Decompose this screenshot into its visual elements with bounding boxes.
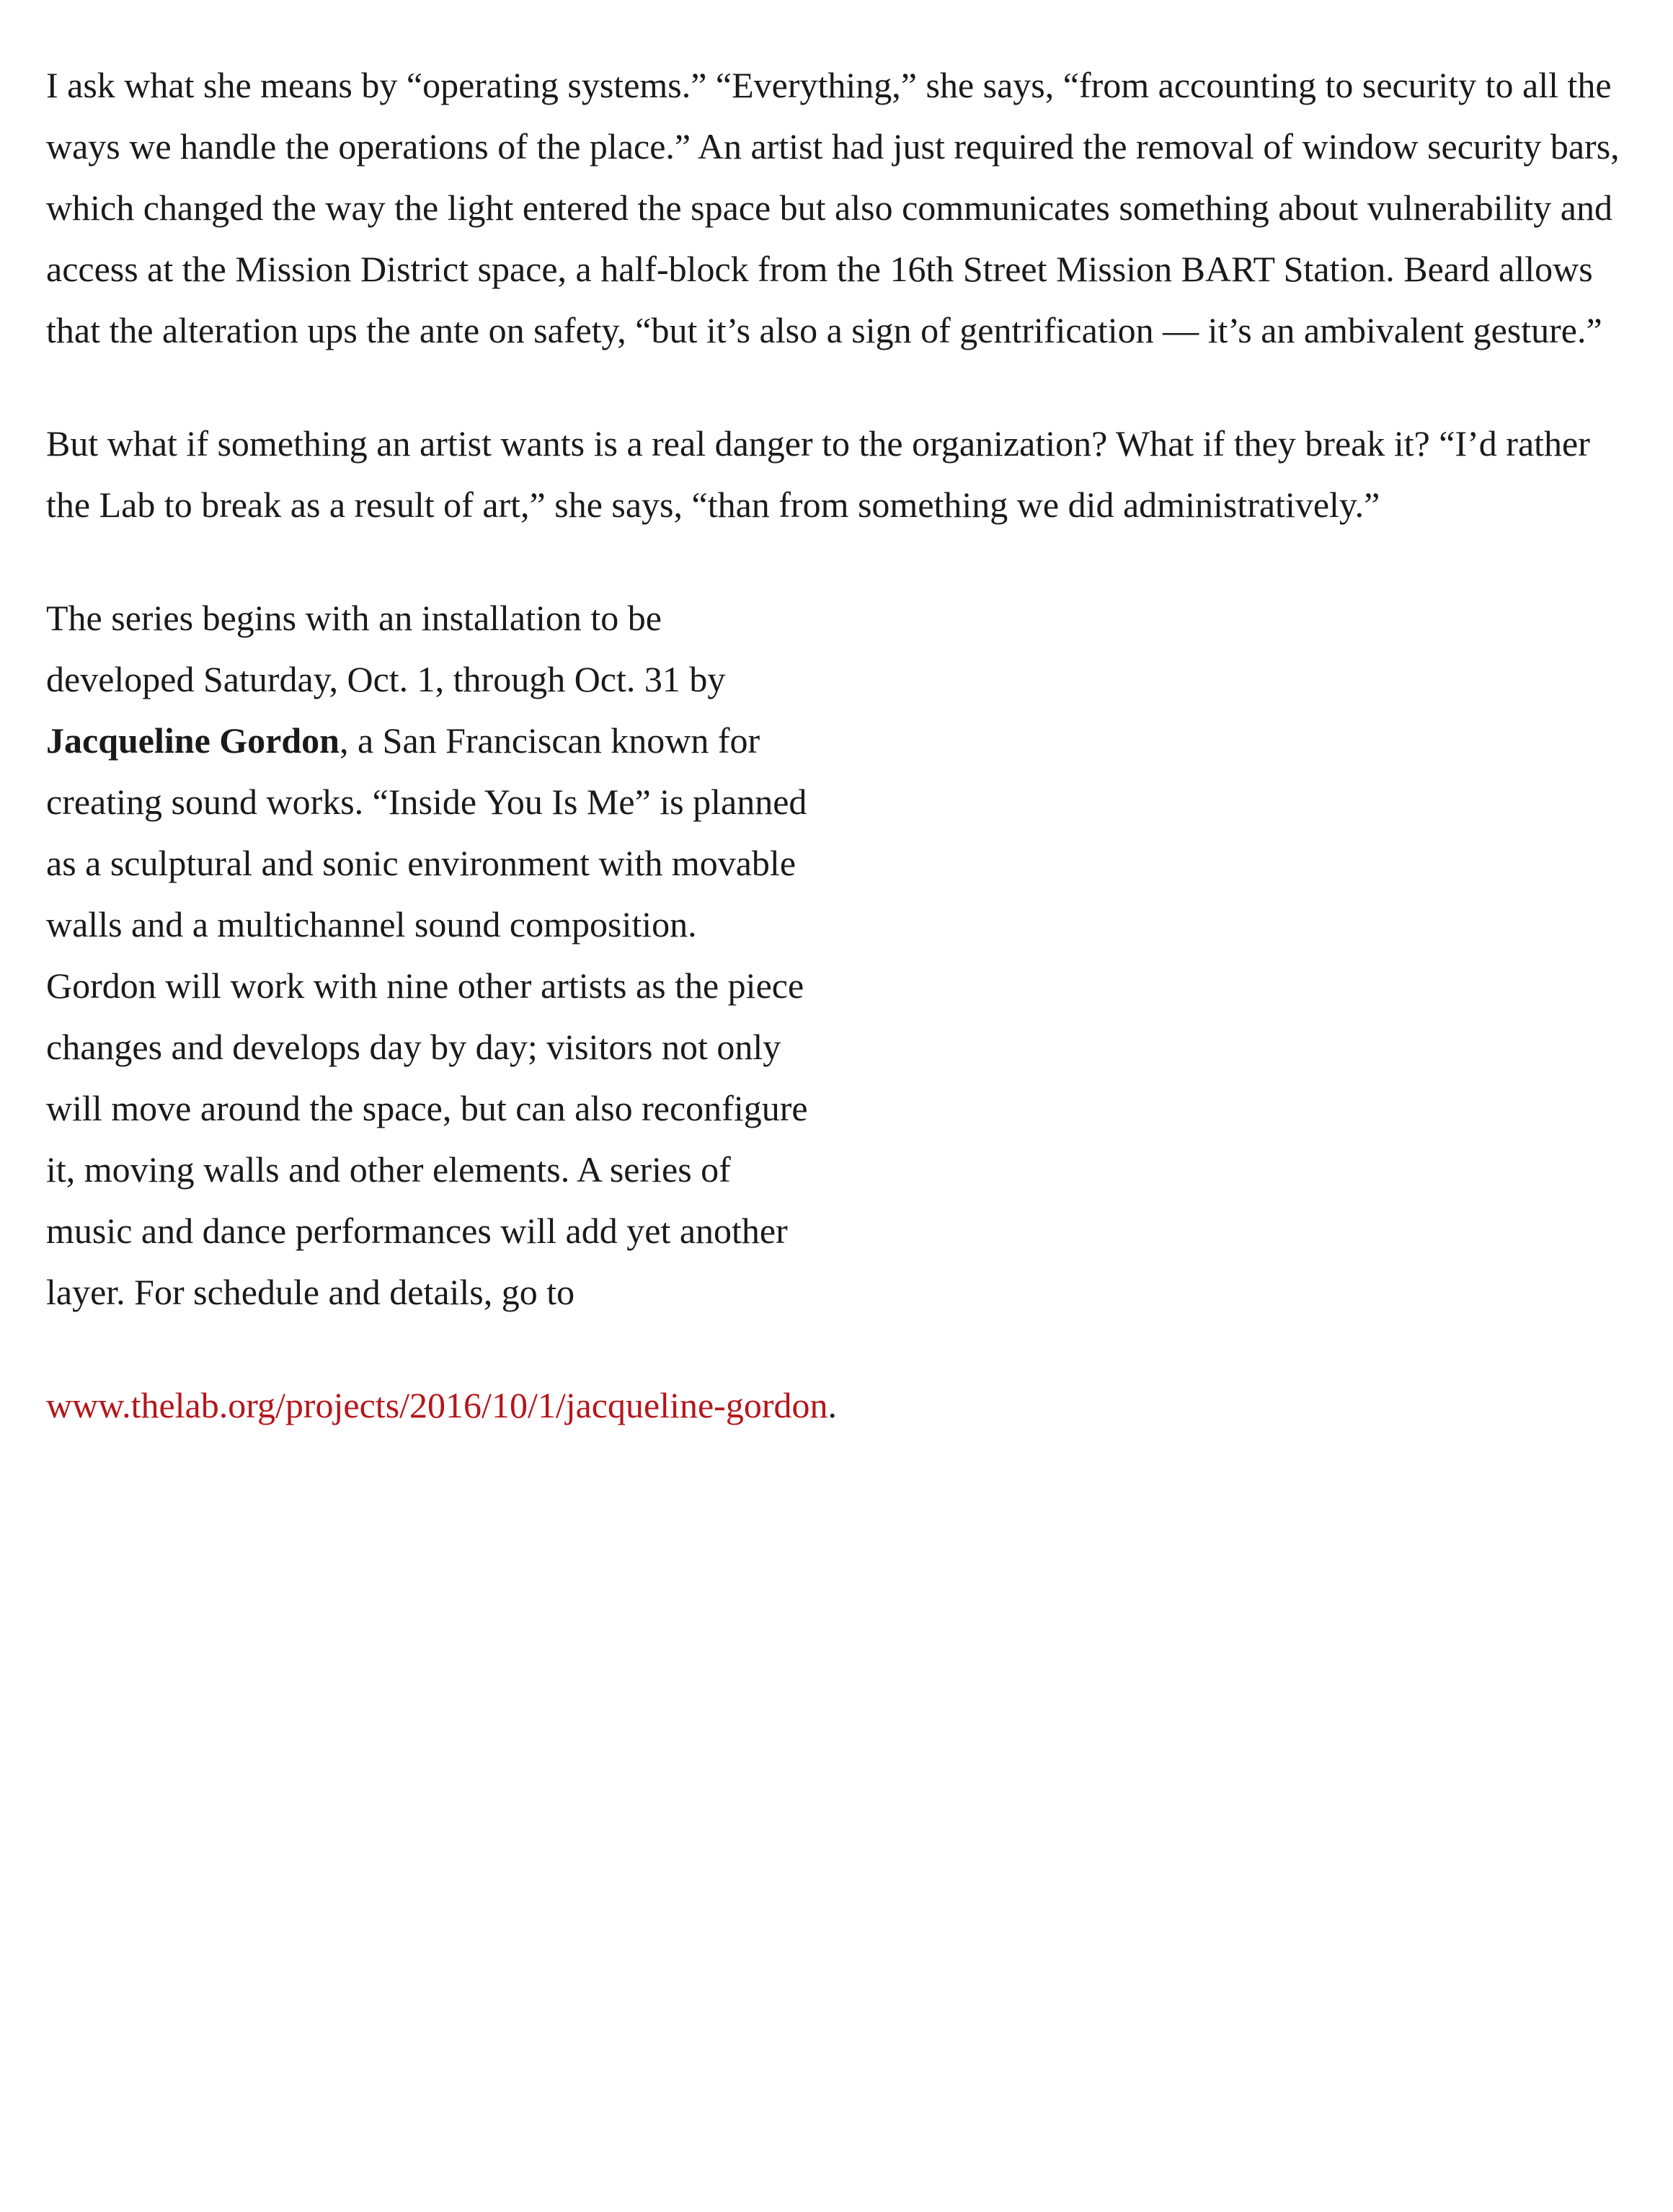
paragraph-operating-systems: I ask what she means by “operating systems.” “Everything,” she says, “from accounting to security to all the ways we handle the operations of the place.” An artist had just required the removal of window security bars, which changed the way the light entered the space but also communicates something about vulnerability and access at the Mission District space, a half-block from the 16th Street Mission BART Station. Beard allows that the alteration ups the ante on safety, “but it’s also a sign of gentrification — it’s an ambivalent gesture.”	[46, 65, 1620, 350]
series-intro-text: The series begins with an installation to be developed Saturday, Oct. 1, through Oct. 31 by	[46, 598, 726, 699]
paragraph-danger-question: But what if something an artist wants is a real danger to the organization? What if they break it? “I’d rather the Lab to break as a result of art,” she says, “than from something we did administratively.”	[46, 423, 1590, 525]
paragraph-series-description	[46, 588, 810, 1323]
project-link[interactable]: www.thelab.org/projects/2016/10/1/jacqueline-gordon	[46, 1385, 828, 1425]
article-body	[46, 55, 1632, 1436]
artist-name: Jacqueline Gordon	[46, 720, 340, 761]
link-period: .	[827, 1385, 837, 1425]
project-link-line	[46, 1375, 1632, 1436]
series-details-text: , a San Franciscan known for creating sound works. “Inside You Is Me” is planned as a sculptural and sonic environment with movable walls and a multichannel sound composition. Gordon will work with nine other artists as the piece changes and develops day by day; visitors not only will move around the space, but can also reconfigure it, moving walls and other elements. A series of music and dance performances will add yet another layer. For schedule and details, go to	[46, 720, 808, 1312]
